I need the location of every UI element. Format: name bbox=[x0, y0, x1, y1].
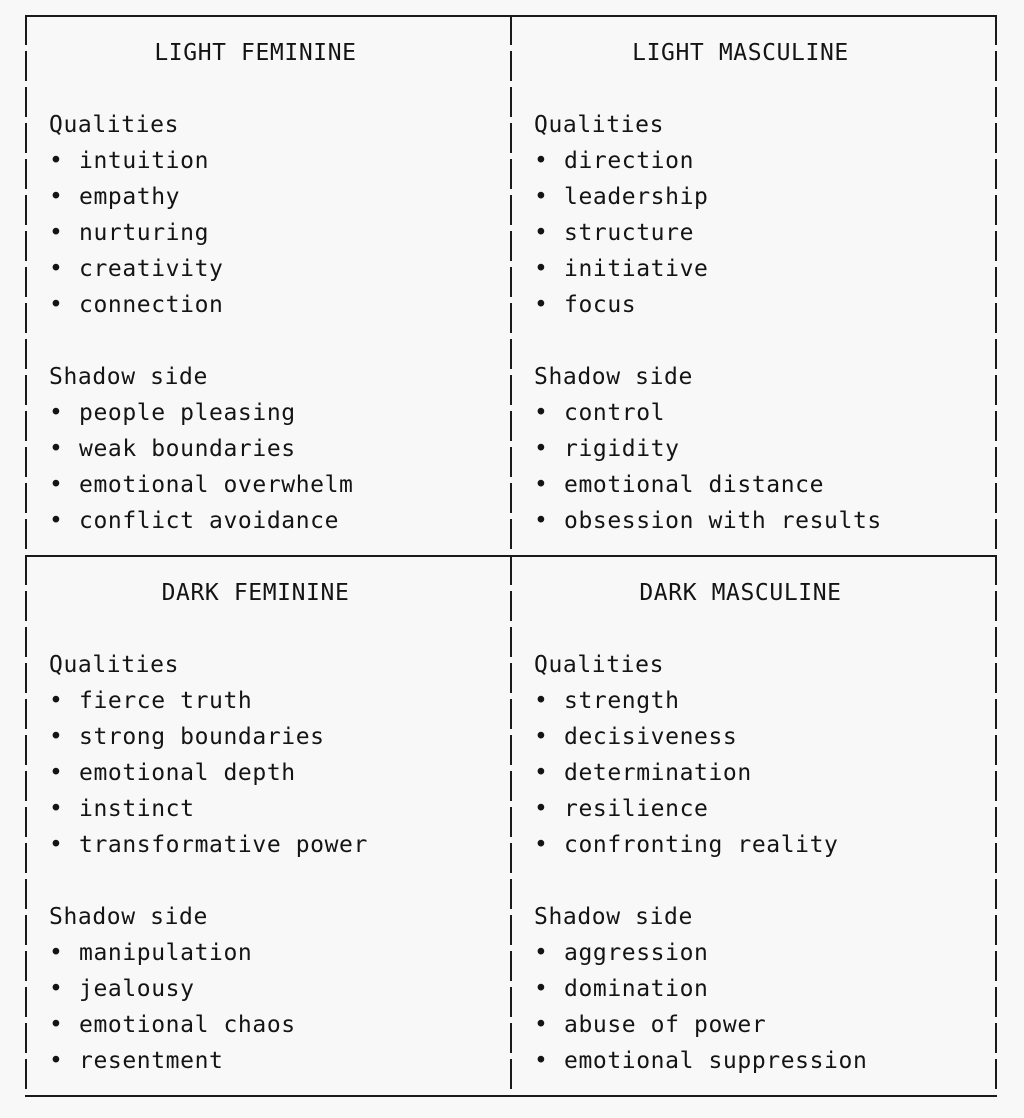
list-item: • creativity bbox=[49, 251, 223, 287]
shadow-section bbox=[534, 899, 867, 1079]
list-item: • intuition bbox=[49, 143, 223, 179]
list-item: • aggression bbox=[534, 935, 867, 971]
quadrant-title: LIGHT FEMININE bbox=[154, 40, 357, 66]
qualities-heading: Qualities bbox=[534, 652, 665, 678]
quadrant-title: LIGHT MASCULINE bbox=[632, 40, 849, 66]
list-item: • people pleasing bbox=[49, 395, 354, 431]
list-item: • abuse of power bbox=[534, 1007, 867, 1043]
list-item: • emotional suppression bbox=[534, 1043, 867, 1079]
quadrant-title: DARK FEMININE bbox=[161, 580, 350, 606]
qualities-list bbox=[49, 143, 223, 323]
list-item: • focus bbox=[534, 287, 708, 323]
list-item: • rigidity bbox=[534, 431, 882, 467]
list-item: • emotional depth bbox=[49, 755, 368, 791]
list-item: • domination bbox=[534, 971, 867, 1007]
qualities-heading: Qualities bbox=[534, 112, 665, 138]
quadrant-light-masculine bbox=[510, 15, 995, 555]
list-item: • decisiveness bbox=[534, 719, 839, 755]
qualities-heading: Qualities bbox=[49, 112, 180, 138]
shadow-section bbox=[534, 359, 882, 539]
list-item: • emotional chaos bbox=[49, 1007, 296, 1043]
right-border bbox=[995, 15, 997, 1097]
list-item: • empathy bbox=[49, 179, 223, 215]
list-item: • fierce truth bbox=[49, 683, 368, 719]
qualities-section bbox=[534, 107, 708, 323]
shadow-section bbox=[49, 899, 296, 1079]
qualities-list bbox=[534, 683, 839, 863]
list-item: • determination bbox=[534, 755, 839, 791]
qualities-heading: Qualities bbox=[49, 652, 180, 678]
list-item: • transformative power bbox=[49, 827, 368, 863]
list-item: • initiative bbox=[534, 251, 708, 287]
list-item: • strong boundaries bbox=[49, 719, 368, 755]
shadow-list bbox=[49, 395, 354, 539]
list-item: • leadership bbox=[534, 179, 708, 215]
qualities-section bbox=[534, 647, 839, 863]
list-item: • instinct bbox=[49, 791, 368, 827]
shadow-heading: Shadow side bbox=[534, 904, 693, 930]
list-item: • weak boundaries bbox=[49, 431, 354, 467]
list-item: • confronting reality bbox=[534, 827, 839, 863]
shadow-list bbox=[534, 935, 867, 1079]
quadrant-dark-feminine bbox=[25, 555, 510, 1095]
quadrant-light-feminine bbox=[25, 15, 510, 555]
shadow-section bbox=[49, 359, 354, 539]
list-item: • manipulation bbox=[49, 935, 296, 971]
list-item: • connection bbox=[49, 287, 223, 323]
list-item: • obsession with results bbox=[534, 503, 882, 539]
list-item: • resilience bbox=[534, 791, 839, 827]
shadow-heading: Shadow side bbox=[534, 364, 693, 390]
list-item: • structure bbox=[534, 215, 708, 251]
list-item: • emotional overwhelm bbox=[49, 467, 354, 503]
shadow-list bbox=[534, 395, 882, 539]
shadow-heading: Shadow side bbox=[49, 364, 208, 390]
quadrant-dark-masculine bbox=[510, 555, 995, 1095]
list-item: • conflict avoidance bbox=[49, 503, 354, 539]
list-item: • nurturing bbox=[49, 215, 223, 251]
qualities-list bbox=[534, 143, 708, 323]
qualities-section bbox=[49, 647, 368, 863]
quadrant-title: DARK MASCULINE bbox=[639, 580, 842, 606]
qualities-list bbox=[49, 683, 368, 863]
shadow-heading: Shadow side bbox=[49, 904, 208, 930]
qualities-section bbox=[49, 107, 223, 323]
list-item: • jealousy bbox=[49, 971, 296, 1007]
list-item: • control bbox=[534, 395, 882, 431]
list-item: • resentment bbox=[49, 1043, 296, 1079]
list-item: • direction bbox=[534, 143, 708, 179]
list-item: • strength bbox=[534, 683, 839, 719]
list-item: • emotional distance bbox=[534, 467, 882, 503]
shadow-list bbox=[49, 935, 296, 1079]
